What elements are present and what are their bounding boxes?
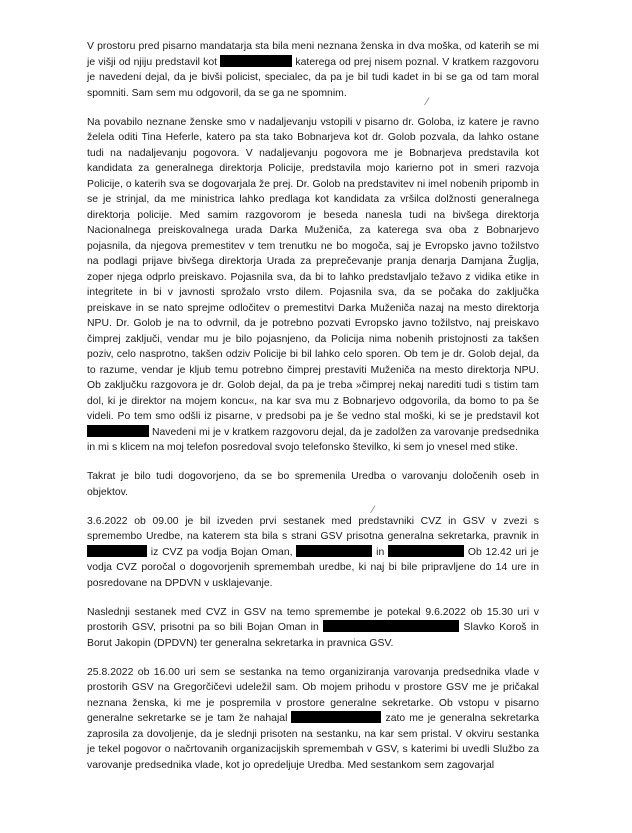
paragraph-3: Takrat je bilo tudi dogovorjeno, da se bo spremenila Uredba o varovanju določenih oseb in objektov. <box>87 471 539 498</box>
paragraph-4-text-c: in <box>376 546 385 558</box>
redaction-box <box>296 545 372 557</box>
paragraph-4-text-b: iz CVZ pa vodja Bojan Oman, <box>150 546 293 558</box>
paragraph-1 <box>87 39 539 101</box>
redaction-box <box>87 425 149 437</box>
paragraph-5-text-b: Slavko Koroš in Borut Jakopin (DPDVN) ter generalna sekretarka in pravnica GSV. <box>87 622 539 649</box>
paragraph-6-text-a: 25.8.2022 ob 16.00 uri sem se sestanka na temo organiziranja varovanja predsednika vlade v prostorih GSV na Gregorčičevi udeležil sam. Ob mojem prihodu v prostore GSV me je pričakal neznana ženska, ki me je pospremila v prostore generalne sekretarke. Ob vstopu v pisarno generalne sekretarke se je tam že nahajal <box>87 666 539 724</box>
redaction-box <box>87 545 147 557</box>
paragraph-5 <box>87 605 539 652</box>
paragraph-1-text-a: V prostoru pred pisarno mandatarja sta bila meni neznana ženska in dva moška, od katerih se mi je višji od njiju predstavil kot <box>87 41 539 68</box>
paragraph-4-text-d: Ob 12.42 uri je vodja CVZ poročal o dogovorjenih spremembah uredbe, ki naj bi bile pripravljene do 14 ure in posredovane na DPDVN v usklajevanje. <box>87 546 539 589</box>
pen-mark: ⁄ <box>372 505 374 516</box>
paragraph-2 <box>87 115 539 456</box>
paragraph-2-text-b: Navedeni mi je v kratkem razgovoru dejal, da je zadolžen za varovanje predsednika in mi s klicem na moj telefon posredoval svojo telefonsko številko, ki sem jo vnesel med stike. <box>87 426 539 453</box>
redaction-box <box>323 620 459 632</box>
paragraph-2-text-a: Na povabilo neznane ženske smo v nadaljevanju vstopili v pisarno dr. Goloba, iz katere je ravno želela oditi Tina Heferle, katero pa sta tako Bobnarjeva kot dr. Golob pozvala, da lahko ostane tudi na nadaljevanju pogovora. V nadaljevanju pogovora me je Bobnarjeva predstavila kot kandidata za generalnega direktorja Policije, predstavila mojo karierno pot in smeri razvoja Policije, o katerih sva se dogovarjala že prej. Dr. Golob na predstavitev ni imel nobenih pripomb in se je strinjal, da me ministrica lahko predlaga kot kandidata za vršilca dolžnosti generalnega direktorja policije. Med samim razgovorom je beseda nanesla tudi na bivšega direktorja Nacionalnega preiskovalnega urada Darka Muženiča, za katerega sva oba z Bobnarjevo pojasnila, da njegova premestitev v tem trenutku ne bo mogoča, saj je Evropsko javno tožilstvo na podlagi prijave bivšega direktorja Urada za preprečevanje pranja denarja Damjana Žugljа, zoper njega odprlo preiskavo. Pojasnila sva, da bi to lahko predstavljalo težavo z vidika etike in integritete in bi v javnosti sprožalo vrsto dilem. Pojasnila sva, da se počaka do zaključka preiskave in se nato sprejme odločitev o premestitvi Darka Muženiča nazaj na mesto direktorja NPU. Dr. Golob je na to odvrnil, da je potrebno pozvati Evropsko javno tožilstvo, naj preiskavo čimprej zaključi, vendar mu je bilo pojasnjeno, da Policija nima nobenih pristojnosti za takšen poziv, celo nasprotno, takšen odziv Policije bi bil lahko celo sporen. Ob tem je dr. Golob dejal, da to razume, vendar je kljub temu potrebno čimprej prestaviti Muženiča na mesto direktorja NPU. Ob zaključku razgovora je dr. Golob dejal, da pa je treba »čimprej nekaj narediti tudi s tistim tam dol, ki je direktor na mojem koncu«, na kar sva mu z Bobnarjevo odgovorila, da bomo to pa še videli. Po tem smo odšli iz pisarne, v predsobi pa je še vedno stal moški, ki se je predstavil kot <box>87 116 539 422</box>
redaction-box <box>220 55 292 67</box>
redaction-box <box>291 711 381 723</box>
pen-mark: ⁄ <box>426 97 428 108</box>
paragraph-4 <box>87 514 539 592</box>
redaction-box <box>388 545 464 557</box>
paragraph-6 <box>87 665 539 774</box>
paragraph-6-text-b: zato me je generalna sekretarka zaprosila za dovoljenje, da je slednji prisoten na sestanku, na kar sem pristal. V okviru sestanka je tekel pogovor o načrtovanih organizacijskih spremembah v GSV, s katerimi bi uvedli Službo za varovanje predsednika vlade, kot jo opredeljuje Uredba. Med sestankom sem zagovarjal <box>87 713 539 771</box>
paragraph-4-text-a: 3.6.2022 ob 09.00 je bil izveden prvi sestanek med predstavniki CVZ in GSV v zvezi s spremembo Uredbe, na katerem sta bila s strani GSV prisotna generalna sekretarka, pravnik in <box>87 515 539 542</box>
paragraph-1-text-b: katerega od prej nisem poznal. V kratkem razgovoru je navedeni dejal, da je bivši policist, specialec, da pa je bil tudi kadet in bi se ga od tam moral spomniti. Sam sem mu odgovoril, da se ga ne spomnim. <box>87 56 539 99</box>
paragraph-5-text-a: Naslednji sestanek med CVZ in GSV na temo spremembe je potekal 9.6.2022 ob 15.30 uri v prostorih GSV, prisotni pa so bili Bojan Oman in <box>87 606 539 633</box>
